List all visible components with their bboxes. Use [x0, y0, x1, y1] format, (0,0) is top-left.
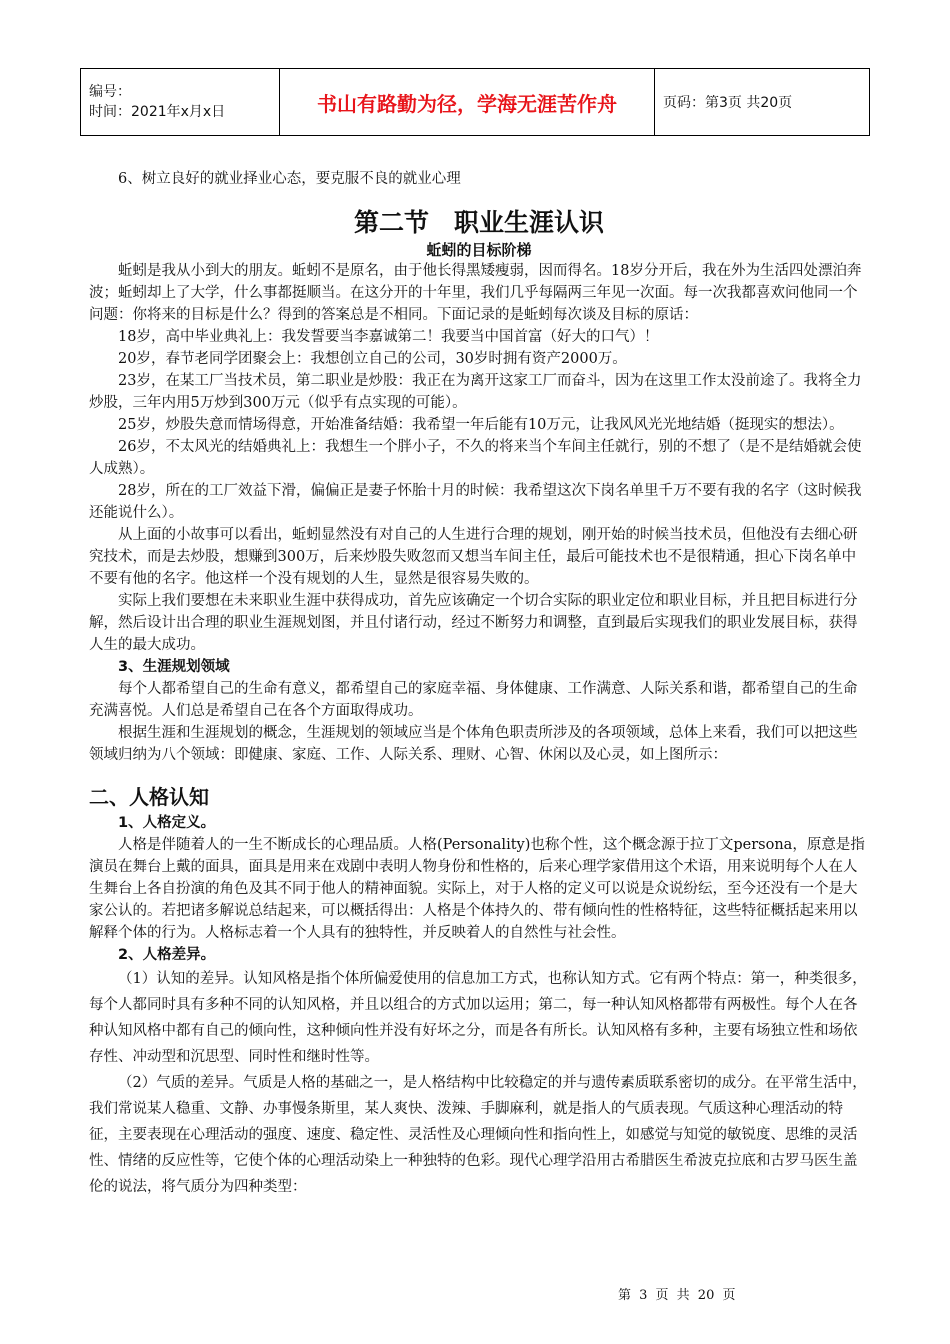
page-footer: 第 3 页 共 20 页	[618, 1288, 736, 1303]
story-paragraph: 25岁，炒股失意而情场得意，开始准备结婚：我希望一年后能有10万元，让我风风光光地结婚（挺现实的想法）。	[118, 417, 844, 433]
document-body	[89, 168, 869, 1200]
sub3-paragraph: 根据生涯和生涯规划的概念，生涯规划的领域应当是个体角色职责所涉及的各项领域，总体上来看，我们可以把这些领域归纳为八个领域：即健康、家庭、工作、人际关系、理财、心智、休闲以及心灵，如上图所示：	[89, 725, 858, 763]
section-title: 第二节 职业生涯认识	[353, 208, 604, 237]
item-6: 6、树立良好的就业择业心态，要克服不良的就业心理	[118, 171, 461, 187]
number-label: 编号：	[89, 84, 131, 100]
story-paragraph: 蚯蚓是我从小到大的朋友。蚯蚓不是原名，由于他长得黑矮瘦弱，因而得名。18岁分开后，我在外为生活四处漂泊奔波；蚯蚓却上了大学，什么事都挺顺当。在这分开的十年里，我们几乎每隔两三年见一次面。每一次我都喜欢问他同一个问题：你将来的目标是什么？得到的答案总是不相同。下面记录的是蚯蚓每次谈及目标的原话：	[89, 263, 862, 323]
header-table	[80, 68, 870, 136]
definition-paragraph: 人格是伴随着人的一生不断成长的心理品质。人格(Personality)也称个性，这个概念源于拉丁文persona，原意是指演员在舞台上戴的面具，面具是用来在戏剧中表明人物身份和性格的，后来心理学家借用这个术语，用来说明每个人在人生舞台上各自扮演的角色及其不同于他人的精神面貌。实际上，对于人格的定义可以说是众说纷纭，至今还没有一个是大家公认的。若把诸多解说总结起来，可以概括得出：人格是个体持久的、带有倾向性的性格特征，这些特征概括起来用以解释个体的行为。人格标志着一个人具有的独特性，并反映着人的自然性与社会性。	[89, 837, 865, 941]
story-title: 蚯蚓的目标阶梯	[426, 241, 532, 259]
story-paragraph: 从上面的小故事可以看出，蚯蚓显然没有对自己的人生进行合理的规划，刚开始的时候当技术员，但他没有去细心研究技术，而是去炒股，想赚到300万，后来炒股失败忽而又想当车间主任，最后可能技术也不是很精通，担心下岗名单中不要有他的名字。他这样一个没有规划的人生，显然是很容易失败的。	[89, 527, 858, 587]
difference-paragraph: （1）认知的差异。认知风格是指个体所偏爱使用的信息加工方式，也称认知方式。它有两个特点：第一，种类很多，每个人都同时具有多种不同的认知风格，并且以组合的方式加以运用；第二，每一种认知风格都带有两极性。每个人在各种认知风格中都有自己的倾向性，这种倾向性并没有好坏之分，而是各有所长。认知风格有多种，主要有场独立性和场依存性、冲动型和沉思型、同时性和继时性等。	[89, 971, 867, 1065]
header-motto: 书山有路勤为径，学海无涯苦作舟	[280, 69, 655, 136]
story-paragraph: 20岁，春节老同学团聚会上：我想创立自己的公司，30岁时拥有资产2000万。	[118, 351, 627, 367]
story-paragraph: 23岁，在某工厂当技术员，第二职业是炒股：我正在为离开这家工厂而奋斗，因为在这里工作太没前途了。我将全力炒股，三年内用5万炒到300万元（似乎有点实现的可能）。	[89, 373, 862, 411]
story-paragraph: 18岁，高中毕业典礼上：我发誓要当李嘉诚第二！我要当中国首富（好大的口气）！	[118, 329, 659, 345]
difference-paragraph: （2）气质的差异。气质是人格的基础之一，是人格结构中比较稳定的并与遗传素质联系密切的成分。在平常生活中，我们常说某人稳重、文静、办事慢条斯里，某人爽快、泼辣、手脚麻利，就是指人的气质表现。气质这种心理活动的特征，主要表现在心理活动的强度、速度、稳定性、灵活性及心理倾向性和指向性上，如感觉与知觉的敏锐度、思维的灵活性、情绪的反应性等，它使个体的心理活动染上一种独特的色彩。现代心理学沿用古希腊医生希波克拉底和古罗马医生盖伦的说法，将气质分为四种类型：	[89, 1075, 867, 1195]
difference-title: 2、人格差异。	[118, 947, 216, 963]
story-paragraph: 实际上我们要想在未来职业生涯中获得成功，首先应该确定一个切合实际的职业定位和职业目标，并且把目标进行分解，然后设计出合理的职业生涯规划图，并且付诸行动，经过不断努力和调整，直到最后实现我们的职业发展目标，获得人生的最大成功。	[89, 593, 858, 653]
time-label: 时间：2021年x月x日	[89, 104, 226, 120]
header-left-cell	[81, 69, 280, 136]
sub3-paragraph: 每个人都希望自己的生命有意义，都希望自己的家庭幸福、身体健康、工作满意、人际关系和谐，都希望自己的生命充满喜悦。人们总是希望自己在各个方面取得成功。	[89, 681, 858, 719]
story-paragraph: 28岁，所在的工厂效益下滑，偏偏正是妻子怀胎十月的时候：我希望这次下岗名单里千万不要有我的名字（这时候我还能说什么）。	[89, 483, 862, 521]
sub3-title: 3、生涯规划领域	[118, 659, 230, 675]
story-paragraph: 26岁，不太风光的结婚典礼上：我想生一个胖小子，不久的将来当个车间主任就行，别的不想了（是不是结婚就会使人成熟）。	[89, 439, 862, 477]
header-page-info: 页码：第3页 共20页	[655, 69, 870, 136]
definition-title: 1、人格定义。	[118, 815, 216, 831]
personality-heading: 二、人格认知	[89, 785, 209, 809]
